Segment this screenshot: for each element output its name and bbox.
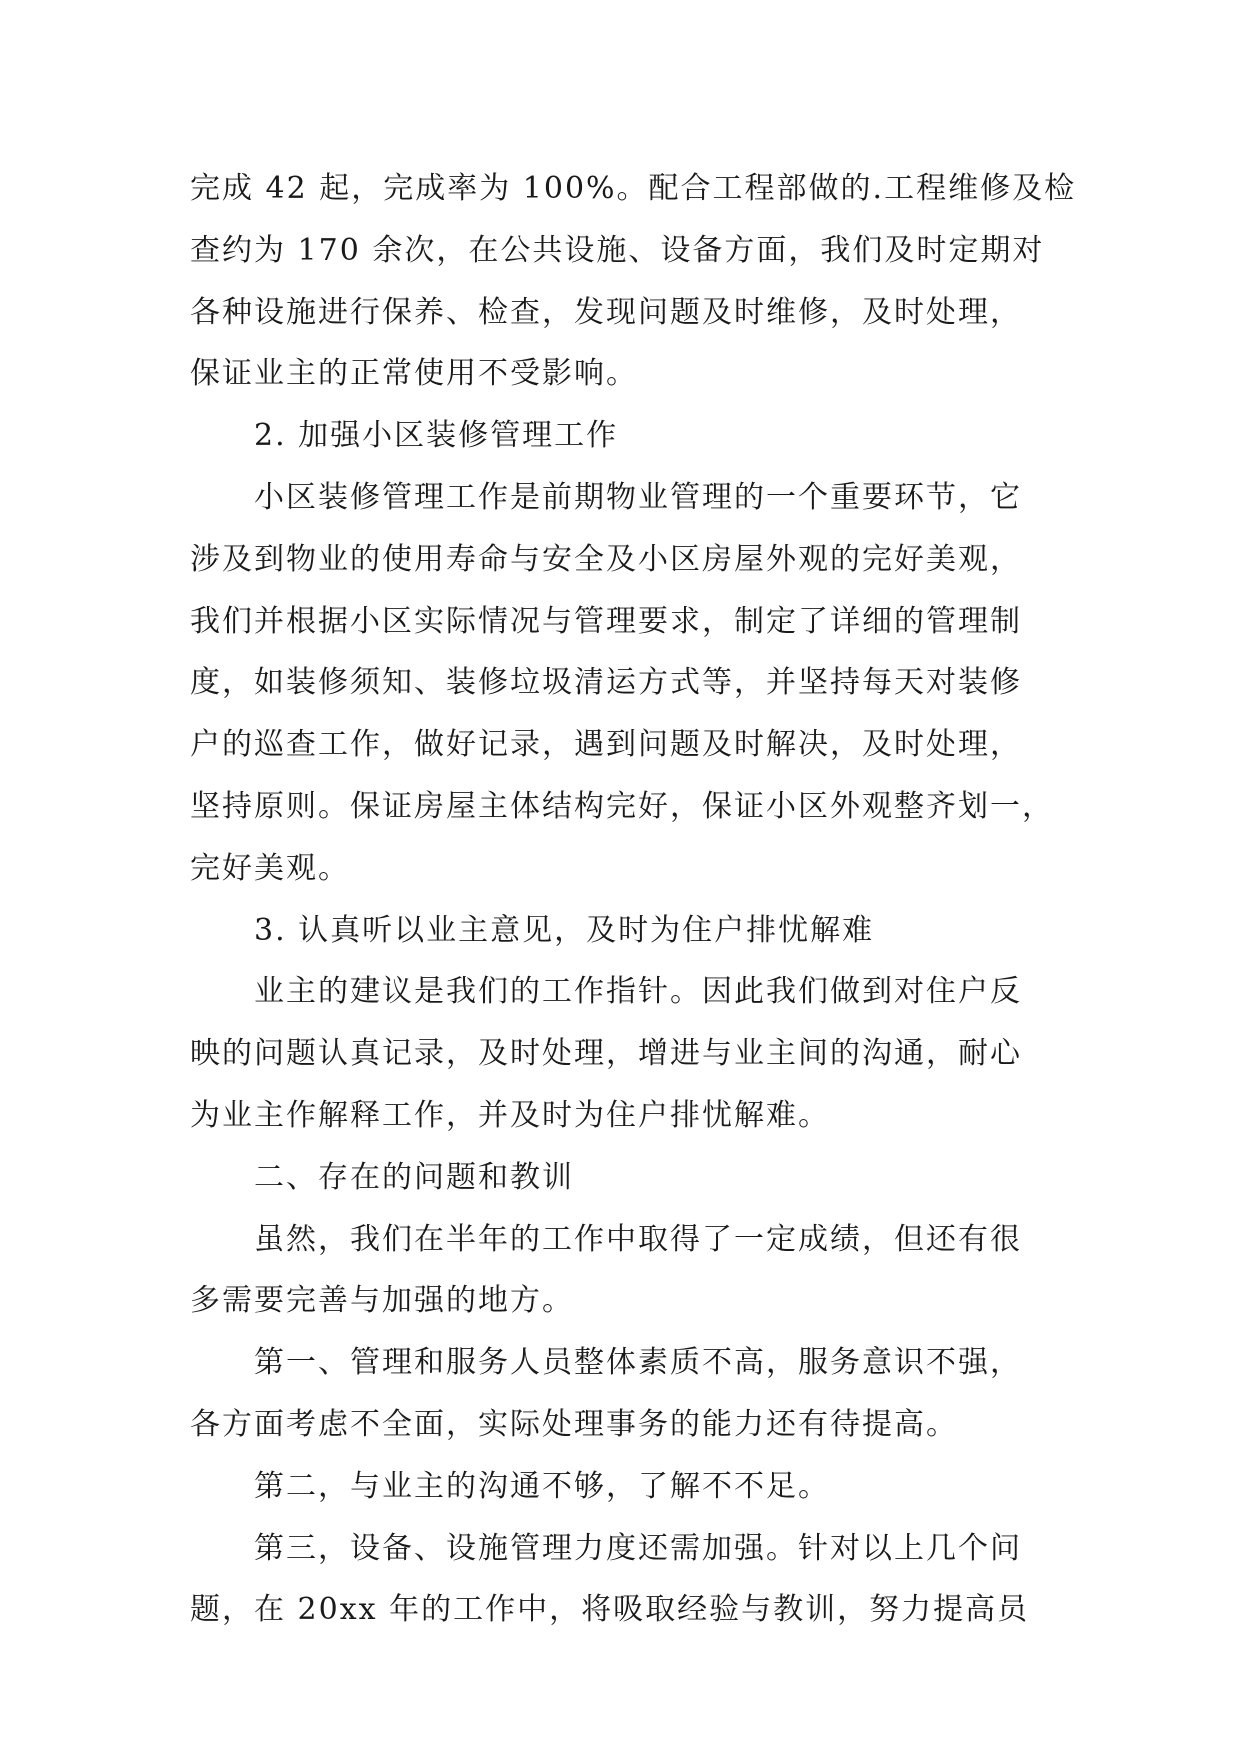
text-line: 各种设施进行保养、检查，发现问题及时维修，及时处理， xyxy=(190,294,1022,330)
text-line: 查约为 170 余次，在公共设施、设备方面，我们及时定期对 xyxy=(190,232,1045,268)
text-line: 我们并根据小区实际情况与管理要求，制定了详细的管理制 xyxy=(190,603,1022,639)
text-line: 虽然，我们在半年的工作中取得了一定成绩，但还有很 xyxy=(254,1221,1022,1257)
text-line: 小区装修管理工作是前期物业管理的一个重要环节，它 xyxy=(254,479,1022,515)
text-line: 多需要完善与加强的地方。 xyxy=(190,1283,574,1319)
section-heading: 2. 加强小区装修管理工作 xyxy=(254,418,619,454)
section-heading: 二、存在的问题和教训 xyxy=(254,1159,574,1195)
text-line: 各方面考虑不全面，实际处理事务的能力还有待提高。 xyxy=(190,1406,958,1442)
text-line: 映的问题认真记录，及时处理，增进与业主间的沟通，耐心 xyxy=(190,1036,1022,1072)
text-line: 题，在 20xx 年的工作中，将吸取经验与教训，努力提高员 xyxy=(190,1592,1030,1628)
text-line: 涉及到物业的使用寿命与安全及小区房屋外观的完好美观， xyxy=(190,541,1022,577)
text-line: 完好美观。 xyxy=(190,850,350,886)
text-line: 度，如装修须知、装修垃圾清运方式等，并坚持每天对装修 xyxy=(190,665,1022,701)
text-line: 完成 42 起，完成率为 100%。配合工程部做的.工程维修及检 xyxy=(190,171,1077,206)
text-line: 第三，设备、设施管理力度还需加强。针对以上几个问 xyxy=(254,1530,1022,1566)
text-line: 第二，与业主的沟通不够，了解不不足。 xyxy=(254,1468,830,1504)
text-line: 保证业主的正常使用不受影响。 xyxy=(190,356,638,392)
text-line: 第一、管理和服务人员整体素质不高，服务意识不强， xyxy=(254,1345,1022,1381)
document-body xyxy=(190,158,1077,1641)
section-heading: 3. 认真听以业主意见，及时为住户排忧解难 xyxy=(254,912,875,948)
text-line: 为业主作解释工作，并及时为住户排忧解难。 xyxy=(190,1097,830,1133)
text-line: 户的巡查工作，做好记录，遇到问题及时解决，及时处理， xyxy=(190,727,1022,763)
text-line: 坚持原则。保证房屋主体结构完好，保证小区外观整齐划一， xyxy=(190,788,1054,824)
text-line: 业主的建议是我们的工作指针。因此我们做到对住户反 xyxy=(254,974,1022,1010)
